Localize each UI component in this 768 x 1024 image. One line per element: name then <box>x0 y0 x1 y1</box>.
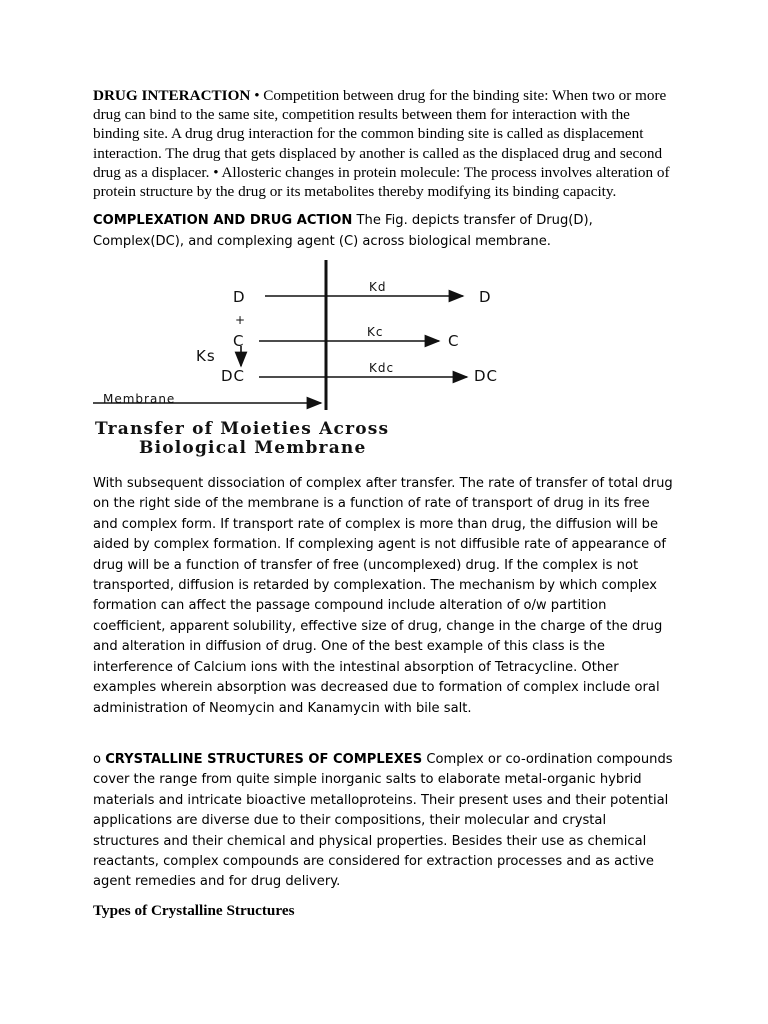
figure-title-line1: Transfer of Moieties Across <box>95 419 390 440</box>
right-d-label: D <box>479 288 492 307</box>
complexation-paragraph <box>93 211 673 252</box>
plus-label: + <box>235 313 247 328</box>
right-c-label: C <box>448 332 460 351</box>
complexation-heading: COMPLEXATION AND DRUG ACTION <box>93 213 353 229</box>
dissociation-paragraph: With subsequent dissociation of complex after transfer. The rate of transfer of total drug on the right side of the membrane is a function of rate of transport of drug in its free and complex form. If transport rate of complex is more than drug, the diffusion will be aided by complex formation. If complexing agent is not diffusible rate of appearance of drug will be a function of transfer of free (uncomplexed) drug. If the complex is not transported, diffusion is retarded by complexation. The mechanism by which complex formation can affect the passage compound include alteration of o/w partition coefficient, apparent solubility, effective size of drug, change in the charge of the drug and alteration in diffusion of drug. One of the best example of this class is the interference of Calcium ions with the intestinal absorption of Tetracycline. Other examples wherein absorption was decreased due to formation of complex include oral administration of Neomycin and Kanamycin with bile salt. <box>93 476 673 716</box>
left-dc-label: DC <box>221 367 246 386</box>
drug-interaction-paragraph <box>93 86 673 201</box>
drug-interaction-heading: DRUG INTERACTION <box>93 87 251 104</box>
crystalline-heading: CRYSTALLINE STRUCTURES OF COMPLEXES <box>105 751 423 767</box>
complexation-text: The Fig. depicts transfer of Drug(D), Complex(DC), and complexing agent (C) across biological membrane. <box>93 213 593 249</box>
left-c-label: C <box>233 332 245 351</box>
crystalline-text: Complex or co-ordination compounds cover the range from quite simple inorganic salts to elaborate metal-organic hybrid materials and intricate bioactive metalloproteins. Their present uses and their potential applications are diverse due to their compositions, their molecular and crystal structures and their chemical and physical properties. Besides their use as chemical reactants, complex compounds are considered for extraction processes and as active agent remedies and for drug delivery. <box>93 751 673 890</box>
kd-label: Kd <box>369 280 387 295</box>
ks-label: Ks <box>196 347 216 366</box>
crystalline-paragraph <box>93 750 673 893</box>
membrane-transfer-figure <box>93 260 523 460</box>
left-d-label: D <box>233 288 246 307</box>
kc-label: Kc <box>367 325 384 340</box>
kdc-label: Kdc <box>369 361 395 376</box>
bullet-marker: o <box>93 751 106 767</box>
document-page <box>93 86 673 921</box>
membrane-diagram <box>93 260 523 460</box>
membrane-label: Membrane <box>103 392 176 407</box>
right-dc-label: DC <box>474 367 499 386</box>
drug-interaction-text: • Competition between drug for the binding site: When two or more drug can bind to the same site, competition results between them for interaction with the binding site. A drug drug interaction for the common binding site is called as displacement interaction. The drug that gets displaced by another is called as the displaced drug and second drug as a displacer. • Allosteric changes in protein molecule: The process involves alteration of protein structure by the drug or its metabolites thereby modifying its binding capacity. <box>93 87 670 201</box>
figure-title-line2: Biological Membrane <box>139 438 367 459</box>
types-heading: Types of Crystalline Structures <box>93 901 295 919</box>
